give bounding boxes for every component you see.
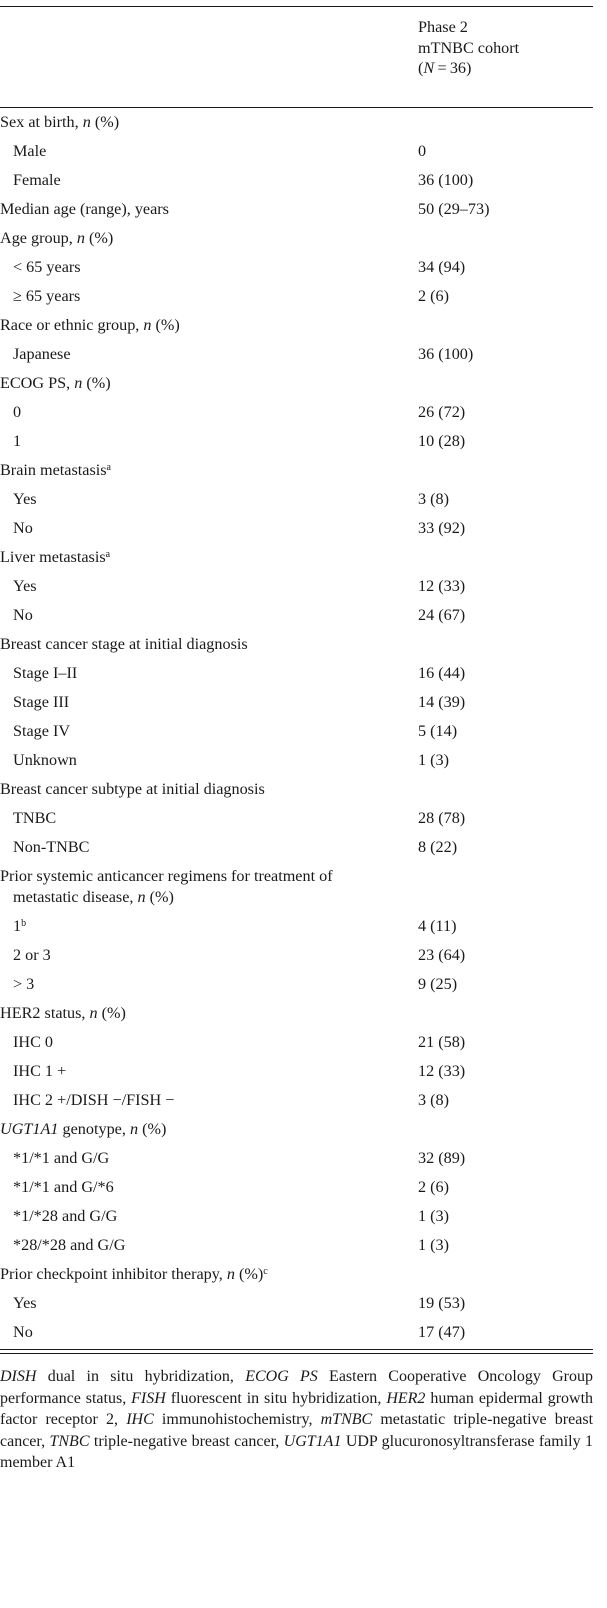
row-label: Female: [13, 171, 61, 189]
row-value: 4 (11): [418, 917, 457, 935]
row-value: 8 (22): [418, 838, 458, 856]
row-label: IHC 2 +/DISH −/FISH −: [13, 1091, 175, 1109]
footnote-marker: a: [106, 462, 111, 473]
row-label: ≥ 65 years: [13, 287, 81, 305]
row-label: 2 or 3: [13, 946, 51, 964]
row-label: IHC 0: [13, 1033, 54, 1051]
row-label: No: [13, 1323, 33, 1341]
table-row: [0, 804, 593, 833]
row-label: Non-TNBC: [13, 838, 90, 856]
row-label: 0: [13, 403, 22, 421]
row-value: 3 (8): [418, 490, 450, 508]
row-label: Breast cancer subtype at initial diagnosis: [0, 780, 265, 798]
table-row: [0, 1086, 593, 1115]
category-row-ecog: [0, 369, 593, 398]
row-value: 23 (64): [418, 946, 466, 964]
row-label: *1/*28 and G/G: [13, 1207, 118, 1225]
row-value: 1 (3): [418, 1207, 450, 1225]
category-row-age-group: [0, 224, 593, 253]
table-row: [0, 485, 593, 514]
table-row: [0, 514, 593, 543]
category-row-brain-metastasis: [0, 456, 593, 485]
row-label: Median age (range), years: [0, 200, 169, 218]
row-label: HER2 status, n (%): [0, 1004, 126, 1022]
category-row-prior-regimens: [0, 862, 593, 912]
table-row: [0, 282, 593, 311]
table-row: [0, 659, 593, 688]
footnote-marker: a: [105, 549, 111, 560]
table-row: [0, 340, 593, 369]
bottom-rule: [0, 1349, 593, 1350]
row-value: 36 (100): [418, 171, 474, 189]
row-label: 1$^b$: [13, 917, 27, 935]
category-row-subtype: [0, 775, 593, 804]
table-row: [0, 1028, 593, 1057]
table-row: [0, 1231, 593, 1260]
table-row: [0, 1318, 593, 1347]
table-row: [0, 1173, 593, 1202]
row-label: Stage I–II: [13, 664, 78, 682]
category-row-race: [0, 311, 593, 340]
row-label: No: [13, 519, 33, 537]
row-label: *1/*1 and G/G: [13, 1149, 110, 1167]
row-label: Yes: [13, 577, 37, 595]
row-value: 16 (44): [418, 664, 466, 682]
row-value: 2 (6): [418, 287, 450, 305]
row-label: Race or ethnic group, n (%): [0, 316, 180, 334]
row-label: IHC 1 +: [13, 1062, 67, 1080]
row-label: UGT1A1 genotype, n (%): [0, 1120, 167, 1138]
row-label: Japanese: [13, 345, 71, 363]
table-row: [0, 166, 593, 195]
table-row: [0, 833, 593, 862]
table-row: [0, 1057, 593, 1086]
row-label: Prior checkpoint inhibitor therapy, n (%)$^c$: [0, 1265, 268, 1283]
table-row: [0, 1144, 593, 1173]
row-value: 34 (94): [418, 258, 466, 276]
row-value: 9 (25): [418, 975, 458, 993]
row-value: 21 (58): [418, 1033, 466, 1051]
row-value: 3 (8): [418, 1091, 450, 1109]
table-row: [0, 572, 593, 601]
header-line3: (N = 36): [418, 59, 472, 77]
row-label: > 3: [13, 975, 35, 993]
table-row: [0, 941, 593, 970]
column-header: [418, 17, 519, 79]
table-row: [0, 717, 593, 746]
table-row: [0, 601, 593, 630]
row-label-continued: metastatic disease, n (%): [13, 888, 174, 906]
row-value: 36 (100): [418, 345, 474, 363]
row-label: Brain metastasis$^a$: [0, 461, 111, 479]
row-label: 1: [13, 432, 22, 450]
row-label: Stage IV: [13, 722, 71, 740]
table-row: [0, 912, 593, 941]
row-value: 33 (92): [418, 519, 466, 537]
row-value: 2 (6): [418, 1178, 450, 1196]
row-label: Unknown: [13, 751, 77, 769]
table-row: [0, 1202, 593, 1231]
row-label: *28/*28 and G/G: [13, 1236, 126, 1254]
row-label: Yes: [13, 490, 37, 508]
footnote-text: DISH dual in situ hybridization, ECOG PS Eastern Cooperative Oncology Group performance status, FISH fluorescent in situ hybridization, HER2 human epidermal growth factor receptor 2, IHC immunohistochemistry, mTNBC metastatic triple-negative breast cancer, TNBC triple-negative breast cancer, UGT1A1 UDP glucuronosyltransferase family 1 member A1: [0, 1368, 594, 1471]
category-row-her2: [0, 999, 593, 1028]
table-row: [0, 427, 593, 456]
row-value: 0: [418, 142, 427, 160]
table-row: [0, 398, 593, 427]
row-label: Breast cancer stage at initial diagnosis: [0, 635, 248, 653]
table-row: [0, 746, 593, 775]
row-value: 1 (3): [418, 1236, 450, 1254]
table-row: [0, 137, 593, 166]
header-line2: mTNBC cohort: [418, 38, 520, 57]
row-label: Liver metastasis$^a$: [0, 548, 111, 566]
row-value: 28 (78): [418, 809, 466, 827]
row-label: < 65 years: [13, 258, 81, 276]
row-label: Male: [13, 142, 47, 160]
table-row: [0, 970, 593, 999]
table-row: [0, 195, 593, 224]
top-rule: [0, 6, 593, 7]
row-value: 12 (33): [418, 1062, 466, 1080]
table-row: [0, 253, 593, 282]
category-row-liver-metastasis: [0, 543, 593, 572]
category-row-checkpoint: [0, 1260, 593, 1289]
row-label: Sex at birth, n (%): [0, 113, 120, 131]
row-value: 5 (14): [418, 722, 458, 740]
row-value: 50 (29–73): [418, 200, 490, 218]
category-row-ugt1a1: [0, 1115, 593, 1144]
table-row: [0, 688, 593, 717]
row-value: 32 (89): [418, 1149, 466, 1167]
row-label: Age group, n (%): [0, 229, 114, 247]
row-value: 17 (47): [418, 1323, 466, 1341]
bottom-rule-2: [0, 1353, 593, 1354]
footnote-marker: c: [263, 1266, 268, 1277]
row-value: 26 (72): [418, 403, 466, 421]
footnote-marker: b: [21, 918, 27, 929]
row-label: Prior systemic anticancer regimens for treatment of: [0, 867, 333, 885]
row-label: No: [13, 606, 33, 624]
header-line1: Phase 2: [418, 18, 468, 36]
category-row-stage: [0, 630, 593, 659]
row-label: Stage III: [13, 693, 70, 711]
row-value: 19 (53): [418, 1294, 466, 1312]
row-label: TNBC: [13, 809, 57, 827]
table-row: [0, 1289, 593, 1318]
row-label: Yes: [13, 1294, 37, 1312]
row-value: 14 (39): [418, 693, 466, 711]
row-value: 24 (67): [418, 606, 466, 624]
row-label: *1/*1 and G/*6: [13, 1178, 114, 1196]
row-value: 12 (33): [418, 577, 466, 595]
row-value: 10 (28): [418, 432, 466, 450]
category-row-sex: [0, 108, 593, 137]
row-value: 1 (3): [418, 751, 450, 769]
table-footnote: [0, 1366, 593, 1474]
row-label: ECOG PS, n (%): [0, 374, 111, 392]
